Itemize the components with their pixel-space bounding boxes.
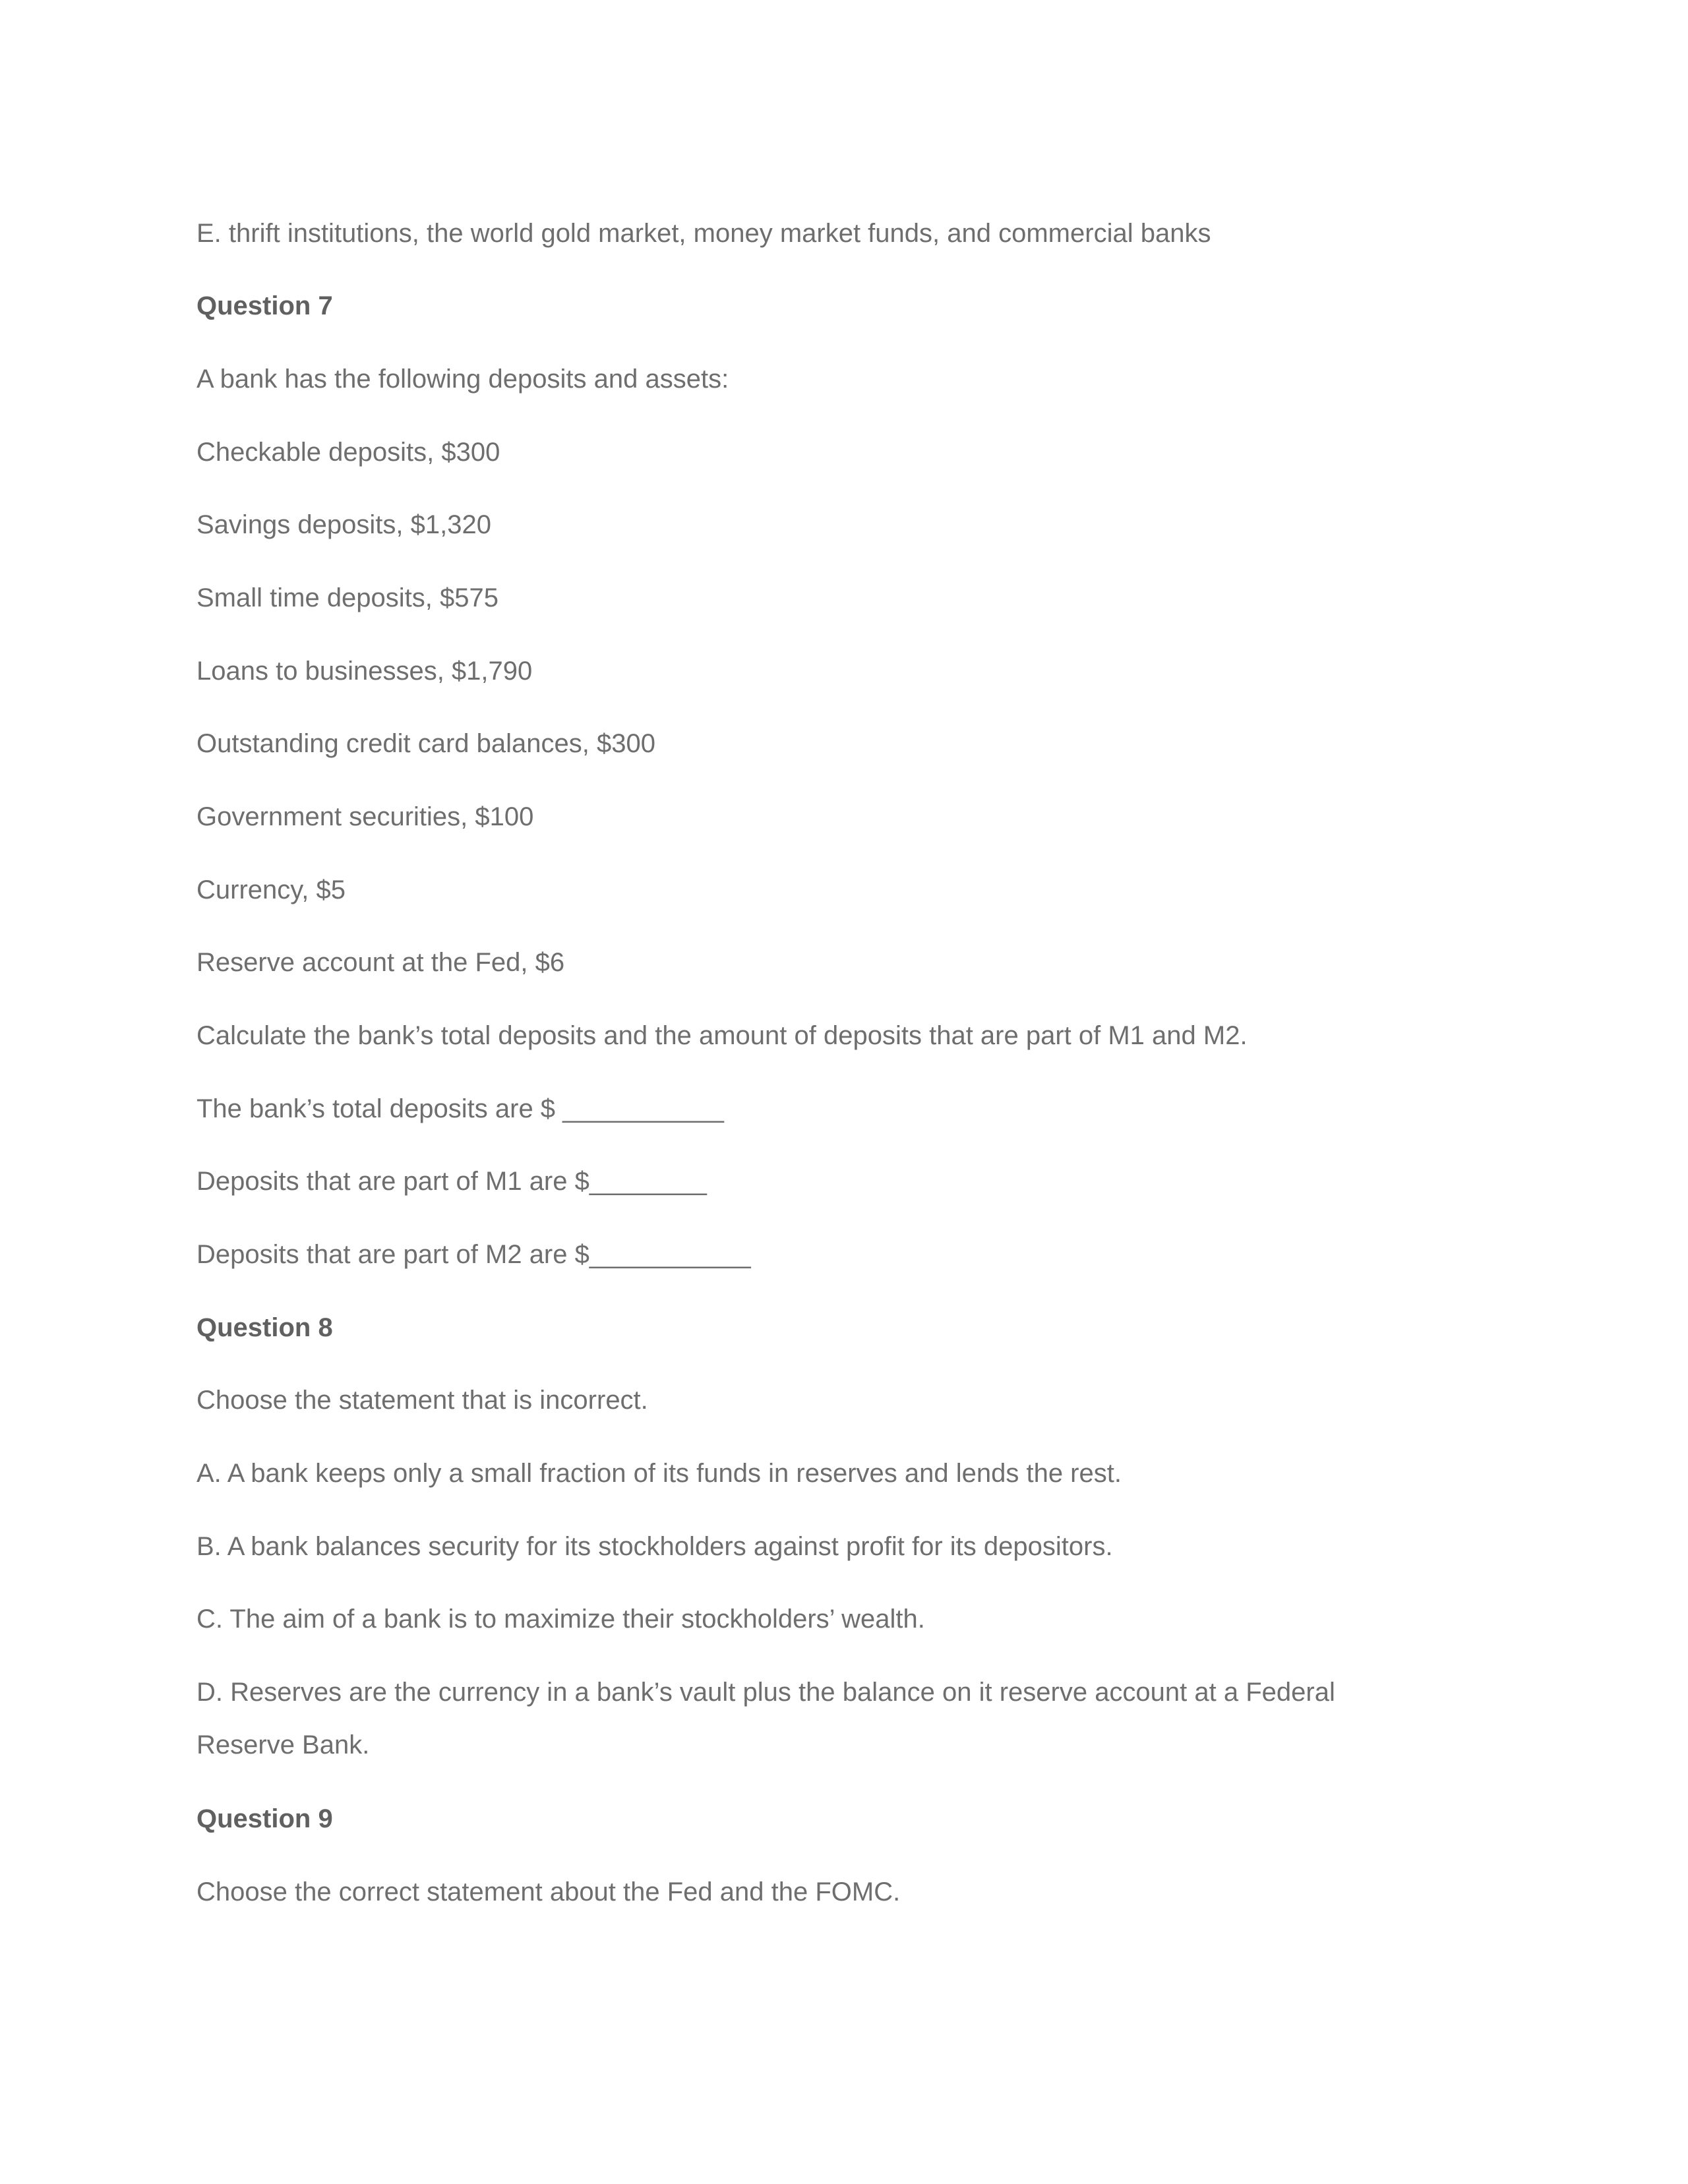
question-9-heading: Question 9 xyxy=(196,1804,333,1833)
savings-deposits-item: Savings deposits, $1,320 xyxy=(196,510,491,539)
question-8-option-d-line-1: D. Reserves are the currency in a bank’s vault plus the balance on it reserve account at a Federal xyxy=(196,1678,1335,1707)
m1-deposits-blank: Deposits that are part of M1 are $________ xyxy=(196,1167,707,1196)
m2-deposits-blank: Deposits that are part of M2 are $___________ xyxy=(196,1240,751,1269)
previous-answer-option-e: E. thrift institutions, the world gold market, money market funds, and commercial banks xyxy=(196,219,1211,248)
question-8-heading: Question 8 xyxy=(196,1313,333,1342)
question-8-option-d-line-2: Reserve Bank. xyxy=(196,1730,370,1759)
loans-to-businesses-item: Loans to businesses, $1,790 xyxy=(196,657,533,686)
question-7-instruction: Calculate the bank’s total deposits and the amount of deposits that are part of M1 and M2. xyxy=(196,1021,1248,1050)
total-deposits-blank: The bank’s total deposits are $ ___________ xyxy=(196,1094,724,1123)
reserve-account-item: Reserve account at the Fed, $6 xyxy=(196,948,565,977)
government-securities-item: Government securities, $100 xyxy=(196,802,534,831)
question-7-intro: A bank has the following deposits and assets: xyxy=(196,365,729,394)
question-8-option-a: A. A bank keeps only a small fraction of its funds in reserves and lends the rest. xyxy=(196,1459,1122,1488)
credit-card-balances-item: Outstanding credit card balances, $300 xyxy=(196,729,655,758)
question-8-option-b: B. A bank balances security for its stockholders against profit for its depositors. xyxy=(196,1532,1113,1561)
checkable-deposits-item: Checkable deposits, $300 xyxy=(196,438,500,467)
currency-item: Currency, $5 xyxy=(196,875,346,904)
question-9-prompt: Choose the correct statement about the Fed and the FOMC. xyxy=(196,1877,901,1906)
question-8-option-c: C. The aim of a bank is to maximize their stockholders’ wealth. xyxy=(196,1605,925,1634)
question-8-prompt: Choose the statement that is incorrect. xyxy=(196,1386,648,1415)
small-time-deposits-item: Small time deposits, $575 xyxy=(196,583,499,612)
question-7-heading: Question 7 xyxy=(196,291,333,320)
